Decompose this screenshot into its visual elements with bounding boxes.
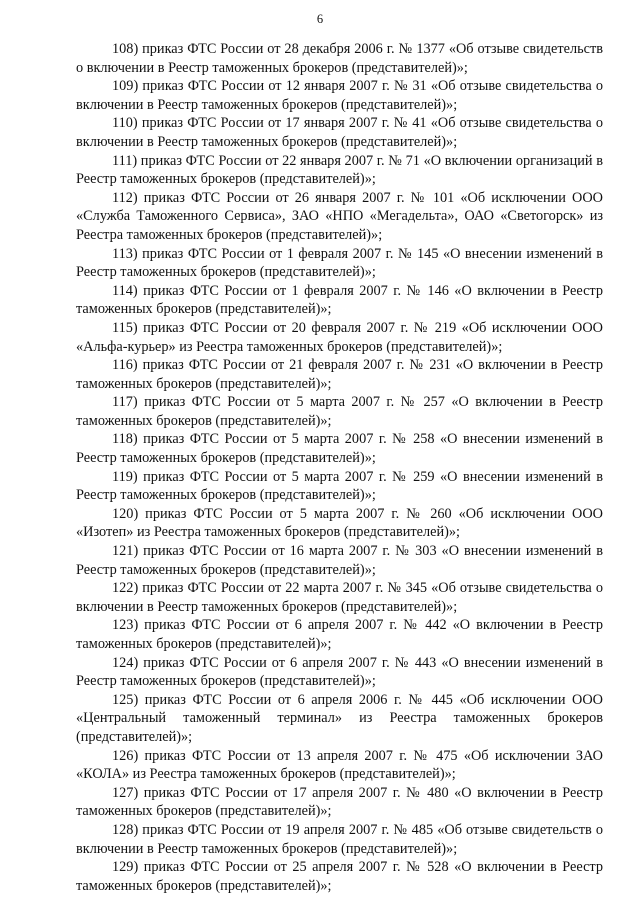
list-item: 117) приказ ФТС России от 5 марта 2007 г. № 257 «О включении в Реестр таможенных брокеров (представителей)»; bbox=[76, 394, 603, 429]
list-item: 110) приказ ФТС России от 17 января 2007 г. № 41 «Об отзыве свидетельства о включении в Реестр таможенных брокеров (представителей)»; bbox=[76, 115, 603, 150]
list-item: 108) приказ ФТС России от 28 декабря 2006 г. № 1377 «Об отзыве свидетельств о включении в Реестр таможенных брокеров (представителей)»; bbox=[76, 41, 603, 76]
page-number: 6 bbox=[316, 12, 324, 26]
list-item: 114) приказ ФТС России от 1 февраля 2007 г. № 146 «О включении в Реестр таможенных брокеров (представителей)»; bbox=[76, 282, 603, 318]
list-item: 119) приказ ФТС России от 5 марта 2007 г. № 259 «О внесении изменений в Реестр таможенных брокеров (представителей)»; bbox=[76, 468, 603, 504]
list-item: 115) приказ ФТС России от 20 февраля 2007 г. № 219 «Об исключении ООО «Альфа-курьер» из Реестра таможенных брокеров (представителей)»; bbox=[76, 319, 603, 355]
list-item: 127) приказ ФТС России от 17 апреля 2007 г. № 480 «О включении в Реестр таможенных брокеров (представителей)»; bbox=[76, 784, 603, 820]
list-item: 120) приказ ФТС России от 5 марта 2007 г. № 260 «Об исключении ООО «Изотеп» из Реестра таможенных брокеров (представителей)»; bbox=[76, 505, 603, 541]
list-item: 128) приказ ФТС России от 19 апреля 2007 г. № 485 «Об отзыве свидетельств о включении в Реестр таможенных брокеров (представителей)»; bbox=[76, 821, 603, 857]
list-item: 122) приказ ФТС России от 22 марта 2007 г. № 345 «Об отзыве свидетельства о включении в Реестр таможенных брокеров (представителей)»; bbox=[76, 580, 603, 615]
list-item: 121) приказ ФТС России от 16 марта 2007 г. № 303 «О внесении изменений в Реестр таможенных брокеров (представителей)»; bbox=[76, 543, 603, 578]
document-body bbox=[76, 40, 603, 895]
list-item: 111) приказ ФТС России от 22 января 2007 г. № 71 «О включении организаций в Реестр таможенных брокеров (представителей)»; bbox=[76, 152, 603, 188]
list-item: 118) приказ ФТС России от 5 марта 2007 г. № 258 «О внесении изменений в Реестр таможенных брокеров (представителей)»; bbox=[76, 431, 603, 467]
list-item: 109) приказ ФТС России от 12 января 2007 г. № 31 «Об отзыве свидетельства о включении в Реестр таможенных брокеров (представителей)»; bbox=[76, 78, 603, 113]
list-item: 113) приказ ФТС России от 1 февраля 2007 г. № 145 «О внесении изменений в Реестр таможенных брокеров (представителей)»; bbox=[76, 245, 603, 281]
list-item: 124) приказ ФТС России от 6 апреля 2007 г. № 443 «О внесении изменений в Реестр таможенных брокеров (представителей)»; bbox=[76, 654, 603, 690]
list-item: 123) приказ ФТС России от 6 апреля 2007 г. № 442 «О включении в Реестр таможенных брокеров (представителей)»; bbox=[76, 617, 603, 652]
list-item: 125) приказ ФТС России от 6 апреля 2006 г. № 445 «Об исключении ООО «Центральный таможенный терминал» из Реестра таможенных брокеров (представителей)»; bbox=[76, 691, 603, 745]
list-item: 129) приказ ФТС России от 25 апреля 2007 г. № 528 «О включении в Реестр таможенных брокеров (представителей)»; bbox=[76, 859, 603, 894]
list-item: 126) приказ ФТС России от 13 апреля 2007 г. № 475 «Об исключении ЗАО «КОЛА» из Реестра таможенных брокеров (представителей)»; bbox=[76, 747, 603, 783]
list-item: 112) приказ ФТС России от 26 января 2007 г. № 101 «Об исключении ООО «Служба Таможенного Сервиса», ЗАО «НПО «Мегадельта», ОАО «Светогорск» из Реестра таможенных брокеров (представителей)»; bbox=[76, 189, 603, 243]
list-item: 116) приказ ФТС России от 21 февраля 2007 г. № 231 «О включении в Реестр таможенных брокеров (представителей)»; bbox=[76, 357, 603, 392]
